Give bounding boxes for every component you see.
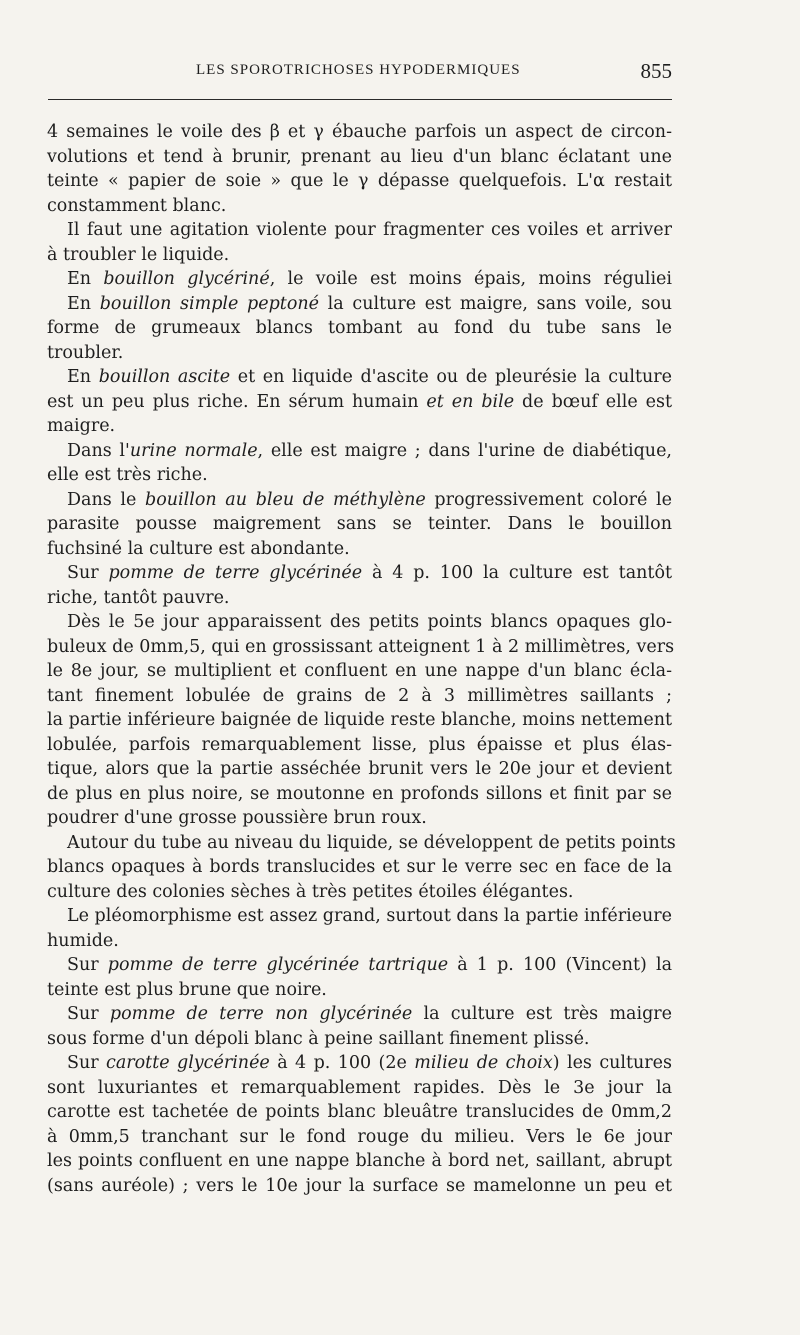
text-segment: Dans l' [67,440,130,461]
text-line [47,169,672,194]
text-segment: Dès le 5e jour apparaissent des petits points blancs opaques glo- [67,612,672,632]
text-line [47,512,672,537]
running-title: LES SPOROTRICHOSES HYPODERMIQUES [196,62,521,78]
text-segment: de bœuf elle est [514,391,673,412]
italic-segment: milieu de choix [414,1053,553,1073]
body-text [47,120,676,1198]
text-segment: constamment blanc. [47,195,227,216]
text-line [47,684,672,709]
text-line [47,904,672,929]
text-segment: buleux de 0mm,5, qui en grossissant atteignent 1 à 2 millimètres, vers [47,636,675,657]
italic-segment: pomme de terre non glycérinée [109,1004,413,1024]
text-segment: Sur [67,1004,110,1024]
text-segment: à 1 p. 100 (Vincent) la [448,955,673,975]
text-line [47,1076,672,1101]
text-line [47,831,676,856]
text-line [47,806,672,831]
text-segment: la culture est très maigre [412,1004,672,1024]
italic-segment: pomme de terre glycérinée [108,563,363,583]
text-segment: maigre. [47,416,116,436]
page-number: 855 [640,59,672,83]
text-line [47,292,672,317]
text-line [47,953,672,978]
text-line [47,635,675,660]
text-segment: Autour du tube au niveau du liquide, se développent de petits points [67,832,676,853]
text-line [47,659,672,684]
text-line [47,1051,672,1076]
text-segment: En [67,367,99,387]
text-segment: , elle est maigre ; dans l'urine de diabétique, [257,440,672,461]
text-segment: tant finement lobulée de grains de 2 à 3 millimètres saillants ; [47,685,672,706]
text-line [47,243,672,268]
text-line [47,610,672,635]
text-segment: En [67,293,100,314]
text-line [47,1002,672,1027]
text-segment: les points confluent en une nappe blanche à bord net, saillant, abrupt [47,1151,672,1171]
text-line [47,978,672,1003]
italic-segment: bouillon simple peptoné [99,293,319,314]
text-segment: progressivement coloré le [425,489,672,510]
text-line [47,929,672,954]
text-line [47,733,672,758]
italic-segment: bouillon au bleu de méthylène [145,489,426,510]
text-segment: à 4 p. 100 la culture est tantôt [362,563,673,583]
text-line [47,586,672,611]
text-segment: et en liquide d'ascite ou de pleurésie la culture [230,367,673,387]
italic-segment: urine normale [129,440,258,461]
text-segment: elle est très riche. [47,465,208,485]
italic-segment: et en bile [426,391,515,412]
text-segment: poudrer d'une grosse poussière brun roux. [47,808,427,828]
text-line [47,708,672,733]
text-segment: à troubler le liquide. [47,244,230,265]
text-segment: ) les cultures [552,1053,672,1073]
text-line [47,488,672,513]
text-segment: la culture est maigre, sans voile, sou [319,293,672,314]
text-line [47,194,672,219]
italic-segment: carotte glycérinée [106,1053,270,1073]
text-segment: culture des colonies sèches à très petites étoiles élégantes. [47,881,574,902]
text-segment: humide. [47,930,119,951]
text-segment: troubler. [47,342,124,363]
text-line [47,757,672,782]
text-segment: , le voile est moins épais, moins réguliei [269,269,673,289]
text-segment: volutions et tend à brunir, prenant au lieu d'un blanc éclatant une [47,146,672,167]
text-line [47,1174,672,1199]
text-segment: sont luxuriantes et remarquablement rapides. Dès le 3e jour la [47,1077,672,1098]
text-segment: Dans le [67,489,146,510]
text-line [47,463,672,488]
text-segment: blancs opaques à bords translucides et sur le verre sec en face de la [47,857,672,877]
text-segment: fuchsiné la culture est abondante. [47,538,350,559]
text-line [47,365,672,390]
text-segment: Sur [67,1053,107,1073]
text-line [47,267,672,292]
text-line [47,1125,672,1150]
text-line [47,880,672,905]
text-segment: Le pléomorphisme est assez grand, surtout dans la partie inférieure [67,906,673,926]
text-segment: de plus en plus noire, se moutonne en profonds sillons et finit par se [47,783,672,804]
text-line [47,1149,672,1174]
text-segment: forme de grumeaux blancs tombant au fond du tube sans le [47,318,672,338]
text-line [47,782,672,807]
text-line [47,145,672,170]
text-segment: teinte est plus brune que noire. [47,979,327,1000]
text-line [47,120,672,145]
text-segment: Sur [67,563,109,583]
text-segment: teinte « papier de soie » que le γ dépasse quelquefois. L'α restait [47,171,672,191]
text-line [47,414,672,439]
text-segment: sous forme d'un dépoli blanc à peine saillant finement plissé. [47,1028,590,1049]
header-rule [48,99,672,100]
text-line [47,218,672,243]
text-segment: le 8e jour, se multiplient et confluent en une nappe d'un blanc écla- [47,661,672,681]
text-line [47,855,672,880]
text-line [47,561,672,586]
text-segment: à 4 p. 100 (2e [269,1053,415,1073]
italic-segment: bouillon ascite [98,367,231,387]
text-segment: lobulée, parfois remarquablement lisse, plus épaisse et plus élas- [47,734,672,755]
text-line [47,537,672,562]
text-segment: riche, tantôt pauvre. [47,587,230,608]
text-segment: En [67,269,104,289]
text-line [47,1100,672,1125]
text-segment: Il faut une agitation violente pour fragmenter ces voiles et arriver [67,220,672,240]
text-line [47,439,672,464]
text-segment: parasite pousse maigrement sans se teinter. Dans le bouillon [47,514,672,534]
italic-segment: pomme de terre glycérinée tartrique [107,955,449,975]
text-segment: la partie inférieure baignée de liquide reste blanche, moins nettement [47,710,672,730]
text-segment: est un peu plus riche. En sérum humain [47,391,427,412]
text-line [47,390,672,415]
page-header [48,59,672,88]
text-segment: tique, alors que la partie asséchée brunit vers le 20e jour et devient [47,759,672,779]
text-segment: carotte est tachetée de points blanc bleuâtre translucides de 0mm,2 [47,1102,672,1122]
text-line [47,341,672,366]
text-line [47,316,672,341]
text-segment: (sans auréole) ; vers le 10e jour la surface se mamelonne un peu et [47,1175,672,1196]
text-line [47,1027,672,1052]
text-segment: Sur [67,955,108,975]
text-segment: à 0mm,5 tranchant sur le fond rouge du milieu. Vers le 6e jour [47,1126,672,1147]
italic-segment: bouillon glycériné [103,269,270,289]
text-segment: 4 semaines le voile des β et γ ébauche parfois un aspect de circon- [47,122,672,142]
